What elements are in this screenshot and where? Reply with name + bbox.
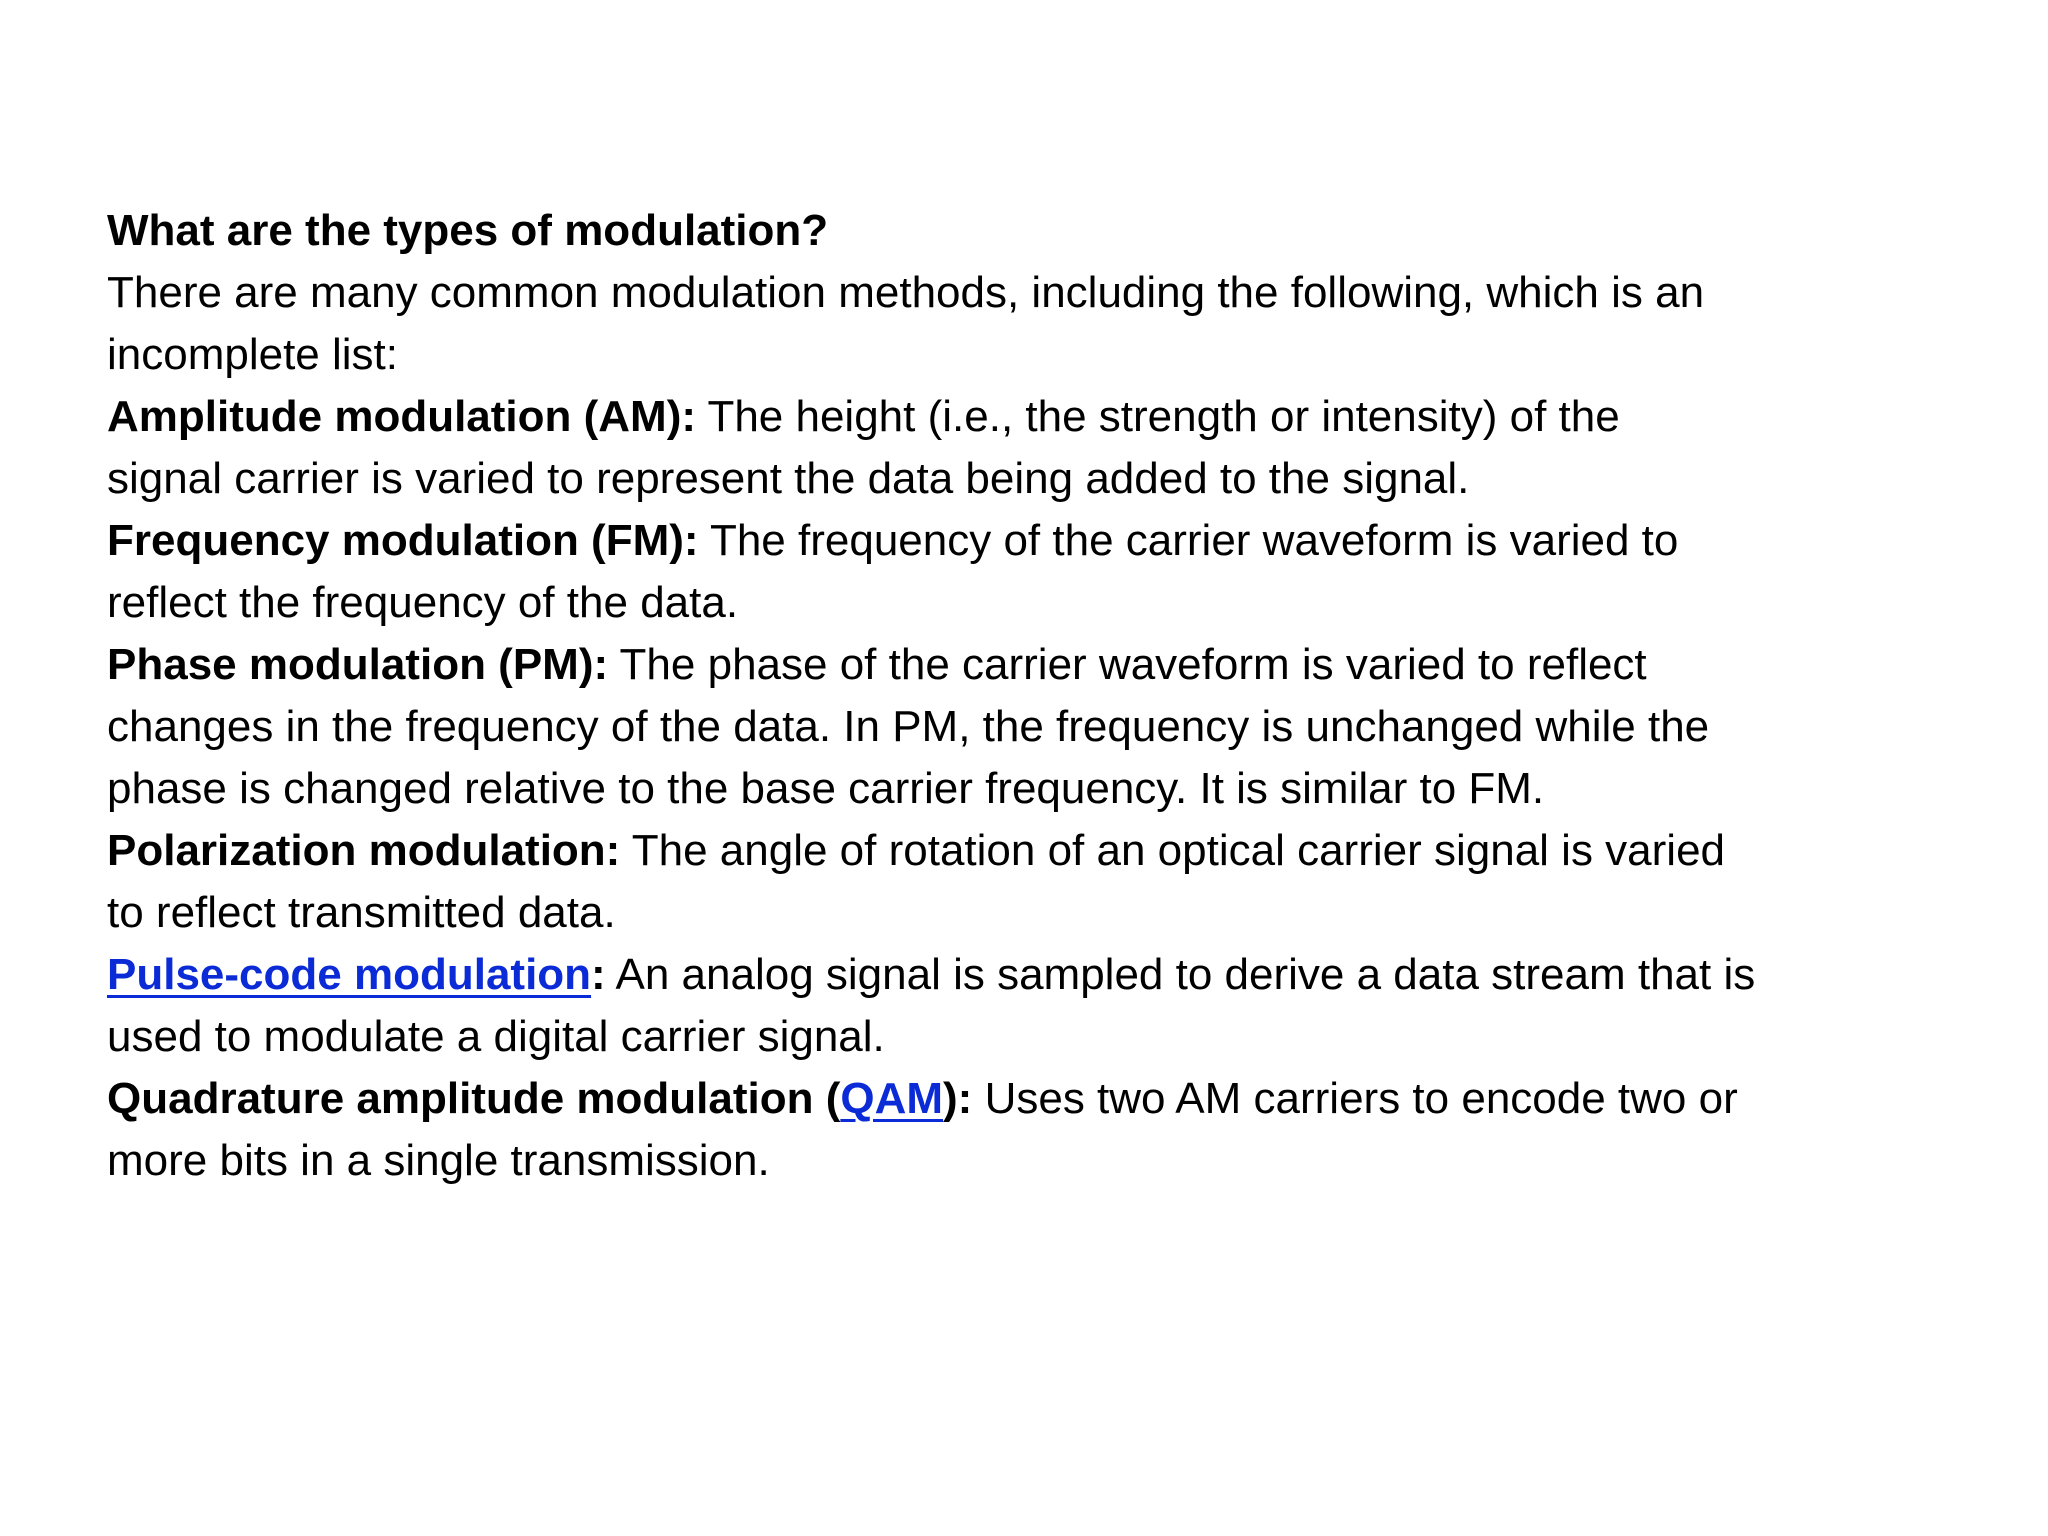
intro-line-2: incomplete list: bbox=[107, 330, 399, 379]
am-line-2: signal carrier is varied to represent the data being added to the signal. bbox=[107, 454, 1470, 503]
polarization-desc-1: The angle of rotation of an optical carrier signal is varied bbox=[620, 826, 1726, 875]
pm-line-1 bbox=[107, 634, 1907, 696]
polarization-term: Polarization modulation: bbox=[107, 826, 621, 875]
pm-line-2: changes in the frequency of the data. In PM, the frequency is unchanged while the bbox=[107, 702, 1710, 751]
am-term: Amplitude modulation (AM): bbox=[107, 392, 697, 441]
pm-desc-1: The phase of the carrier waveform is varied to reflect bbox=[608, 640, 1647, 689]
qam-desc-1: Uses two AM carriers to encode two or bbox=[972, 1074, 1738, 1123]
pm-line-3: phase is changed relative to the base carrier frequency. It is similar to FM. bbox=[107, 764, 1545, 813]
pcm-line-1 bbox=[107, 944, 1907, 1006]
pcm-desc-1: An analog signal is sampled to derive a data stream that is bbox=[605, 950, 1756, 999]
qam-term-suffix: ): bbox=[943, 1074, 973, 1123]
polarization-line-1 bbox=[107, 820, 1907, 882]
qam-line-2: more bits in a single transmission. bbox=[107, 1136, 770, 1185]
qam-line-1 bbox=[107, 1068, 1907, 1130]
am-line-1 bbox=[107, 386, 1907, 448]
am-desc-1: The height (i.e., the strength or intensity) of the bbox=[696, 392, 1620, 441]
fm-desc-1: The frequency of the carrier waveform is varied to bbox=[698, 516, 1679, 565]
slide-body bbox=[107, 200, 1907, 1192]
fm-line-1 bbox=[107, 510, 1907, 572]
qam-link[interactable]: QAM bbox=[840, 1074, 944, 1123]
heading: What are the types of modulation? bbox=[107, 206, 829, 255]
pcm-colon: : bbox=[591, 950, 606, 999]
pcm-line-2: used to modulate a digital carrier signal. bbox=[107, 1012, 885, 1061]
qam-term-prefix: Quadrature amplitude modulation ( bbox=[107, 1074, 841, 1123]
intro-line-1: There are many common modulation methods, including the following, which is an bbox=[107, 268, 1705, 317]
polarization-line-2: to reflect transmitted data. bbox=[107, 888, 616, 937]
pm-term: Phase modulation (PM): bbox=[107, 640, 609, 689]
fm-line-2: reflect the frequency of the data. bbox=[107, 578, 739, 627]
pulse-code-modulation-link[interactable]: Pulse-code modulation bbox=[107, 950, 592, 999]
fm-term: Frequency modulation (FM): bbox=[107, 516, 699, 565]
